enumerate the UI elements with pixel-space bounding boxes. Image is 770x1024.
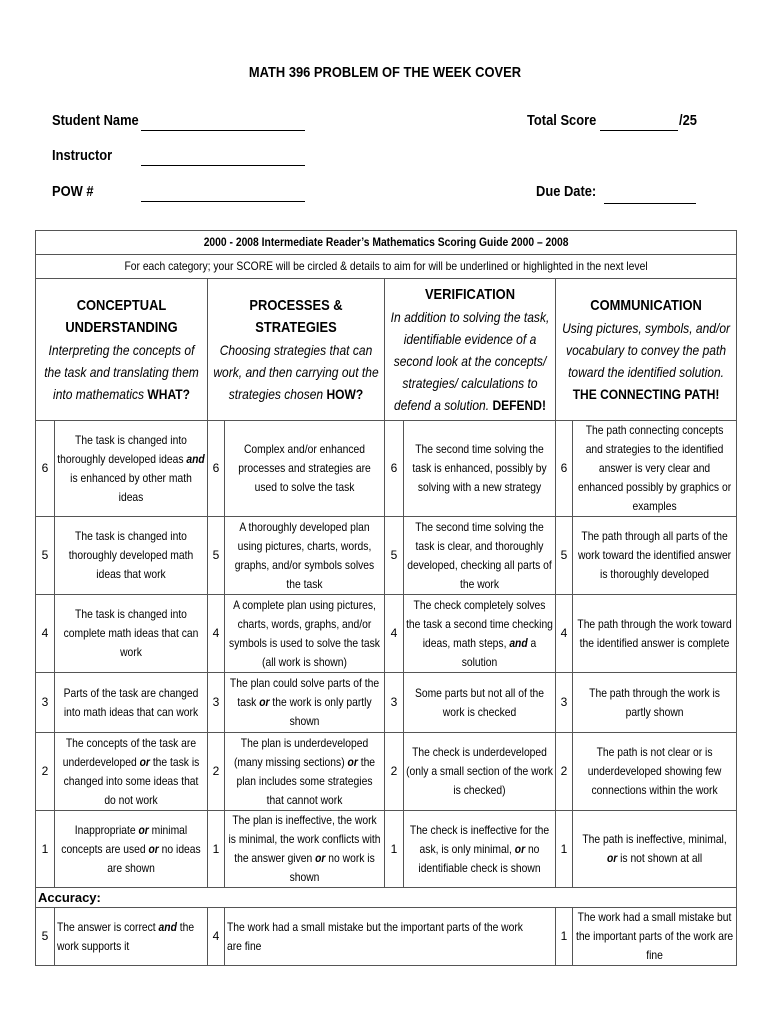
score-row-6 [36,421,737,517]
criteria-communication: The path through the work toward the identified answer is complete [573,595,737,673]
criteria-communication: The path is not clear or is underdeveloped showing few connections within the work [573,733,737,811]
score-number[interactable]: 2 [36,733,55,811]
score-number[interactable]: 3 [385,673,404,733]
score-number[interactable]: 1 [36,811,55,888]
category-title: COMMUNICATION [590,296,702,314]
criteria-communication: The path connecting concepts and strategies to the identified answer is very clear and enhanced possibly by graphics or examples [573,421,737,517]
score-number[interactable]: 2 [385,733,404,811]
accuracy-score-number[interactable]: 1 [556,908,573,966]
criteria-conceptual-understanding: The task is changed into thoroughly developed math ideas that work [55,517,208,595]
criteria-processes-strategies: A complete plan using pictures, charts, words, graphs, and/or symbols is used to solve the task (all work is shown) [225,595,385,673]
accuracy-row [36,908,737,966]
criteria-conceptual-understanding: The task is changed into complete math ideas that can work [55,595,208,673]
score-number[interactable]: 5 [556,517,573,595]
score-row-3 [36,673,737,733]
accuracy-criteria: The work had a small mistake but the important parts of the work are fine [573,908,737,966]
student-name-field[interactable] [141,130,305,131]
criteria-processes-strategies: The plan could solve parts of the task or the work is only partly shown [225,673,385,733]
guide-title: 2000 - 2008 Intermediate Reader’s Mathematics Scoring Guide 2000 – 2008 [36,231,737,255]
due-date-label: Due Date: [536,183,597,200]
criteria-verification: Some parts but not all of the work is checked [404,673,556,733]
due-date-field[interactable] [604,203,696,204]
category-title: PROCESSES & STRATEGIES [249,296,343,336]
score-number[interactable]: 3 [556,673,573,733]
pow-field[interactable] [141,201,305,202]
category-title: VERIFICATION [424,285,516,303]
instructor-field[interactable] [141,165,305,166]
score-number[interactable]: 5 [36,517,55,595]
scoring-guide-table [35,230,737,966]
category-emphasis: DEFEND! [492,396,546,413]
score-number[interactable]: 4 [36,595,55,673]
category-verification [385,279,556,421]
criteria-verification: The check completely solves the task a second time checking ideas, math steps, and a solution [404,595,556,673]
score-number[interactable]: 2 [556,733,573,811]
criteria-conceptual-understanding: Parts of the task are changed into math ideas that can work [55,673,208,733]
criteria-verification: The check is underdeveloped (only a small section of the work is checked) [404,733,556,811]
score-number[interactable]: 4 [385,595,404,673]
score-number[interactable]: 6 [556,421,573,517]
criteria-processes-strategies: A thoroughly developed plan using pictures, charts, words, graphs, and/or symbols solves the task [225,517,385,595]
criteria-conceptual-understanding: Inappropriate or minimal concepts are used or no ideas are shown [55,811,208,888]
accuracy-score-number[interactable]: 5 [36,908,55,966]
criteria-verification: The second time solving the task is enhanced, possibly by solving with a new strategy [404,421,556,517]
criteria-communication: The path through all parts of the work toward the identified answer is thoroughly developed [573,517,737,595]
score-row-2 [36,733,737,811]
total-score-suffix: /25 [679,112,697,129]
accuracy-label: Accuracy: [36,888,737,908]
criteria-communication: The path through the work is partly shown [573,673,737,733]
score-number[interactable]: 1 [385,811,404,888]
category-description: Using pictures, symbols, and/or vocabulary to convey the path toward the identified solution. THE CONNECTING PATH! [560,317,732,405]
score-number[interactable]: 4 [556,595,573,673]
criteria-communication: The path is ineffective, minimal, or is not shown at all [573,811,737,888]
score-number[interactable]: 1 [556,811,573,888]
score-number[interactable]: 3 [208,673,225,733]
category-emphasis: THE CONNECTING PATH! [572,385,720,402]
accuracy-score-number[interactable]: 4 [208,908,225,966]
total-score-field[interactable] [600,130,678,131]
category-title: CONCEPTUAL UNDERSTANDING [65,296,178,336]
accuracy-criteria: The work had a small mistake but the important parts of the work are fine [225,908,556,966]
category-processes-strategies [208,279,385,421]
score-number[interactable]: 4 [208,595,225,673]
score-number[interactable]: 2 [208,733,225,811]
score-number[interactable]: 1 [208,811,225,888]
score-number[interactable]: 6 [385,421,404,517]
score-row-1 [36,811,737,888]
student-name-label: Student Name [52,112,139,129]
accuracy-criteria: The answer is correct and the work supports it [55,908,208,966]
score-number[interactable]: 3 [36,673,55,733]
score-row-4 [36,595,737,673]
category-conceptual-understanding [36,279,208,421]
criteria-conceptual-understanding: The task is changed into thoroughly developed ideas and is enhanced by other math ideas [55,421,208,517]
criteria-verification: The second time solving the task is clear, and thoroughly developed, checking all parts of the work [404,517,556,595]
category-emphasis: HOW? [326,385,364,402]
pow-label: POW # [52,183,94,200]
page-title: MATH 396 PROBLEM OF THE WEEK COVER [248,64,522,81]
category-description: Interpreting the concepts of the task and translating them into mathematics WHAT? [44,341,199,402]
criteria-processes-strategies: Complex and/or enhanced processes and strategies are used to solve the task [225,421,385,517]
category-communication [556,279,737,421]
category-description: Choosing strategies that can work, and then carrying out the strategies chosen HOW? [213,341,379,402]
category-emphasis: WHAT? [147,385,190,402]
instructor-label: Instructor [52,147,113,164]
criteria-conceptual-understanding: The concepts of the task are underdeveloped or the task is changed into some ideas that do not work [55,733,208,811]
score-number[interactable]: 5 [208,517,225,595]
score-number[interactable]: 5 [385,517,404,595]
total-score-label: Total Score [527,112,597,129]
criteria-processes-strategies: The plan is ineffective, the work is minimal, the work conflicts with the answer given or no work is shown [225,811,385,888]
criteria-verification: The check is ineffective for the ask, is only minimal, or no identifiable check is shown [404,811,556,888]
guide-subtitle: For each category; your SCORE will be circled & details to aim for will be underlined or highlighted in the next level [36,255,737,279]
criteria-processes-strategies: The plan is underdeveloped (many missing sections) or the plan includes some strategies that cannot work [225,733,385,811]
score-row-5 [36,517,737,595]
score-number[interactable]: 6 [208,421,225,517]
category-description: In addition to solving the task, identifiable evidence of a second look at the concepts/ strategies/ calculations to defend a solution. DEFEND! [390,308,550,413]
score-number[interactable]: 6 [36,421,55,517]
